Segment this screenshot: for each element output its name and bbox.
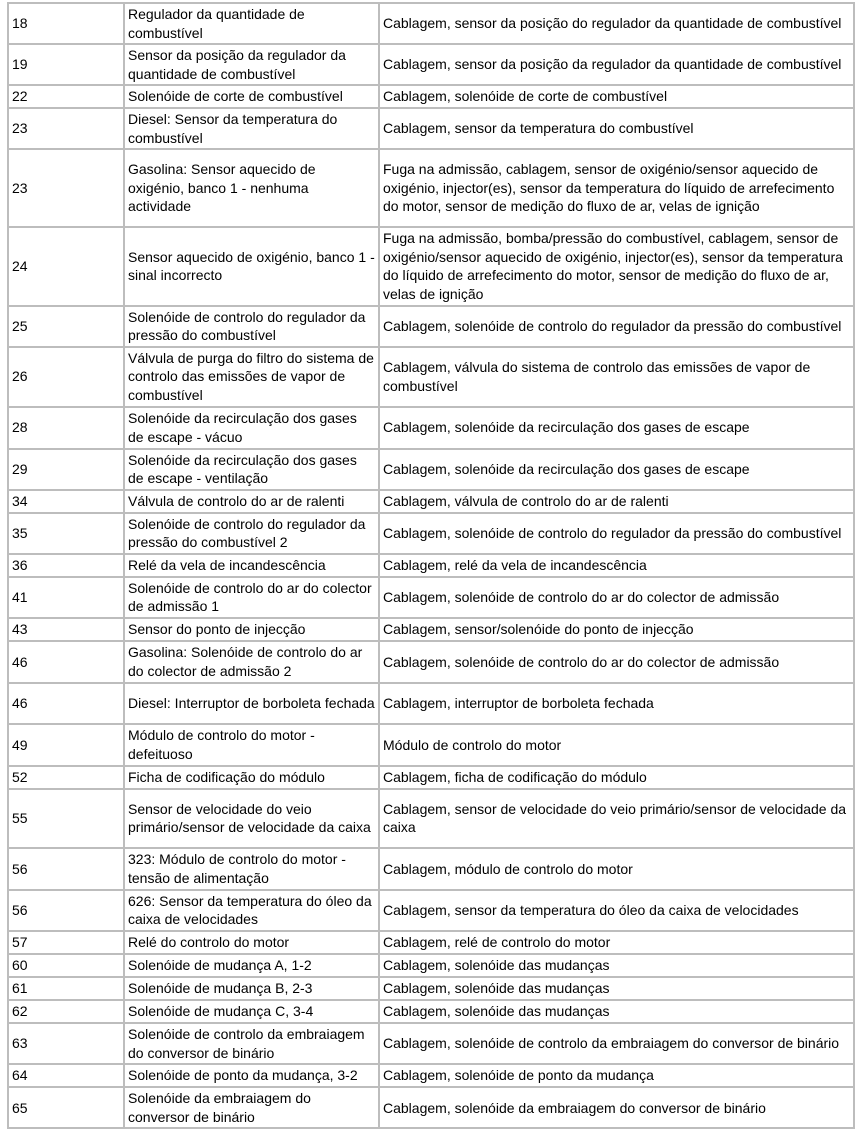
fault-code-cell: 19 [8,44,124,85]
fault-code-cell: 63 [8,1023,124,1064]
component-cell: Solenóide de controlo do ar do colector de admissão 1 [124,577,379,618]
table-row [8,554,854,577]
fault-code-cell: 29 [8,449,124,490]
component-cell: Solenóide da embraiagem do conversor de binário [124,1087,379,1128]
table-row [8,1064,854,1087]
fault-code-cell: 43 [8,618,124,641]
fault-code-cell: 25 [8,306,124,347]
component-cell: Gasolina: Solenóide de controlo do ar do colector de admissão 2 [124,641,379,683]
fault-code-cell: 34 [8,490,124,513]
component-cell: Regulador da quantidade de combustível [124,3,379,44]
fault-code-cell: 28 [8,407,124,449]
probable-cause-cell: Fuga na admissão, cablagem, sensor de oxigénio/sensor aquecido de oxigénio, injector(es), sensor da temperatura do líquido de arrefecimento do motor, sensor de medição do fluxo de ar, velas de ignição [379,149,854,227]
table-row [8,1023,854,1064]
table-row [8,789,854,848]
table-row [8,407,854,449]
fault-code-cell: 62 [8,1000,124,1023]
component-cell: Gasolina: Sensor aquecido de oxigénio, banco 1 - nenhuma actividade [124,149,379,227]
component-cell: Solenóide de mudança C, 3-4 [124,1000,379,1023]
component-cell: Diesel: Interruptor de borboleta fechada [124,683,379,724]
probable-cause-cell: Cablagem, sensor da posição da regulador da quantidade de combustível [379,44,854,85]
table-row [8,513,854,554]
probable-cause-cell: Cablagem, solenóide de ponto da mudança [379,1064,854,1087]
component-cell: Válvula de purga do filtro do sistema de controlo das emissões de vapor de combustível [124,347,379,407]
table-row [8,1000,854,1023]
probable-cause-cell: Cablagem, módulo de controlo do motor [379,848,854,890]
component-cell: Solenóide de mudança A, 1-2 [124,954,379,977]
fault-code-cell: 64 [8,1064,124,1087]
probable-cause-cell: Cablagem, solenóide de controlo do ar do colector de admissão [379,641,854,683]
probable-cause-cell: Cablagem, relé da vela de incandescência [379,554,854,577]
probable-cause-cell: Cablagem, válvula do sistema de controlo das emissões de vapor de combustível [379,347,854,407]
table-row [8,618,854,641]
table-row [8,766,854,789]
fault-code-cell: 61 [8,977,124,1000]
fault-code-cell: 36 [8,554,124,577]
fault-code-table-body [8,3,854,1128]
fault-code-cell: 23 [8,108,124,149]
component-cell: Solenóide de mudança B, 2-3 [124,977,379,1000]
probable-cause-cell: Cablagem, solenóide da recirculação dos gases de escape [379,449,854,490]
component-cell: Solenóide de ponto da mudança, 3-2 [124,1064,379,1087]
fault-code-cell: 35 [8,513,124,554]
fault-code-cell: 56 [8,848,124,890]
component-cell: Relé da vela de incandescência [124,554,379,577]
component-cell: Sensor aquecido de oxigénio, banco 1 - sinal incorrecto [124,227,379,305]
table-row [8,449,854,490]
table-row [8,1087,854,1128]
component-cell: Solenóide da recirculação dos gases de escape - ventilação [124,449,379,490]
probable-cause-cell: Cablagem, sensor/solenóide do ponto de injecção [379,618,854,641]
fault-code-cell: 49 [8,724,124,766]
fault-code-cell: 46 [8,683,124,724]
table-row [8,227,854,305]
fault-code-cell: 55 [8,789,124,848]
table-row [8,108,854,149]
probable-cause-cell: Cablagem, sensor da posição do regulador da quantidade de combustível [379,3,854,44]
probable-cause-cell: Cablagem, solenóide das mudanças [379,954,854,977]
probable-cause-cell: Cablagem, solenóide da recirculação dos gases de escape [379,407,854,449]
component-cell: Solenóide de corte de combustível [124,85,379,108]
component-cell: 323: Módulo de controlo do motor - tensão de alimentação [124,848,379,890]
table-row [8,44,854,85]
probable-cause-cell: Cablagem, sensor da temperatura do óleo da caixa de velocidades [379,890,854,931]
table-row [8,977,854,1000]
probable-cause-cell: Cablagem, solenóide de controlo da embraiagem do conversor de binário [379,1023,854,1064]
probable-cause-cell: Cablagem, sensor da temperatura do combustível [379,108,854,149]
fault-code-cell: 56 [8,890,124,931]
table-row [8,931,854,954]
table-row [8,490,854,513]
component-cell: Solenóide de controlo do regulador da pressão do combustível 2 [124,513,379,554]
component-cell: Solenóide de controlo do regulador da pressão do combustível [124,306,379,347]
component-cell: Relé do controlo do motor [124,931,379,954]
probable-cause-cell: Cablagem, relé de controlo do motor [379,931,854,954]
probable-cause-cell: Fuga na admissão, bomba/pressão do combustível, cablagem, sensor de oxigénio/sensor aquecido de oxigénio, injector(es), sensor da temperatura do líquido de arrefecimento do motor, sensor de medição do fluxo de ar, velas de ignição [379,227,854,305]
fault-code-cell: 24 [8,227,124,305]
fault-code-table [7,2,855,1129]
table-row [8,347,854,407]
fault-code-cell: 46 [8,641,124,683]
table-row [8,577,854,618]
component-cell: Sensor da posição da regulador da quantidade de combustível [124,44,379,85]
table-row [8,85,854,108]
probable-cause-cell: Módulo de controlo do motor [379,724,854,766]
fault-code-cell: 23 [8,149,124,227]
table-row [8,890,854,931]
component-cell: Sensor de velocidade do veio primário/sensor de velocidade da caixa [124,789,379,848]
fault-code-cell: 22 [8,85,124,108]
component-cell: Ficha de codificação do módulo [124,766,379,789]
probable-cause-cell: Cablagem, ficha de codificação do módulo [379,766,854,789]
table-row [8,641,854,683]
component-cell: Solenóide da recirculação dos gases de escape - vácuo [124,407,379,449]
table-row [8,306,854,347]
probable-cause-cell: Cablagem, solenóide das mudanças [379,1000,854,1023]
probable-cause-cell: Cablagem, interruptor de borboleta fechada [379,683,854,724]
fault-code-cell: 26 [8,347,124,407]
component-cell: 626: Sensor da temperatura do óleo da caixa de velocidades [124,890,379,931]
fault-code-cell: 60 [8,954,124,977]
probable-cause-cell: Cablagem, válvula de controlo do ar de ralenti [379,490,854,513]
fault-code-cell: 52 [8,766,124,789]
probable-cause-cell: Cablagem, solenóide de controlo do regulador da pressão do combustível [379,306,854,347]
table-row [8,3,854,44]
component-cell: Válvula de controlo do ar de ralenti [124,490,379,513]
component-cell: Módulo de controlo do motor - defeituoso [124,724,379,766]
probable-cause-cell: Cablagem, solenóide de controlo do regulador da pressão do combustível [379,513,854,554]
component-cell: Solenóide de controlo da embraiagem do conversor de binário [124,1023,379,1064]
fault-code-cell: 65 [8,1087,124,1128]
fault-code-cell: 18 [8,3,124,44]
component-cell: Sensor do ponto de injecção [124,618,379,641]
probable-cause-cell: Cablagem, sensor de velocidade do veio primário/sensor de velocidade da caixa [379,789,854,848]
fault-code-cell: 41 [8,577,124,618]
probable-cause-cell: Cablagem, solenóide de corte de combustível [379,85,854,108]
probable-cause-cell: Cablagem, solenóide da embraiagem do conversor de binário [379,1087,854,1128]
probable-cause-cell: Cablagem, solenóide das mudanças [379,977,854,1000]
probable-cause-cell: Cablagem, solenóide de controlo do ar do colector de admissão [379,577,854,618]
table-row [8,954,854,977]
table-row [8,683,854,724]
table-row [8,724,854,766]
table-row [8,149,854,227]
table-row [8,848,854,890]
fault-code-cell: 57 [8,931,124,954]
component-cell: Diesel: Sensor da temperatura do combustível [124,108,379,149]
